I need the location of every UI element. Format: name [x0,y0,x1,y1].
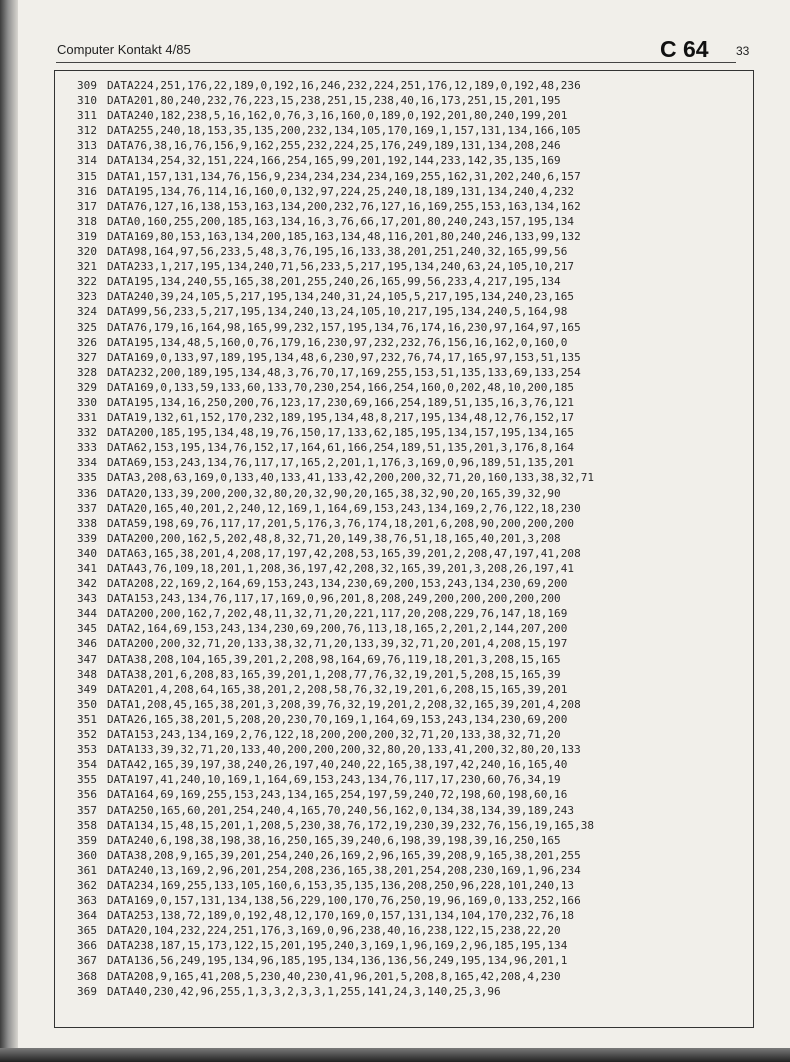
listing-line [77,531,594,546]
listing-line [77,757,594,772]
line-number: 311 [77,109,98,123]
listing-line [77,636,594,651]
data-statement: DATA0,160,255,200,185,163,134,16,3,76,66,17,201,80,240,243,157,195,134 [107,214,575,228]
line-number: 332 [77,426,98,440]
data-statement: DATA197,41,240,10,169,1,164,69,153,243,134,76,117,17,230,60,76,34,19 [107,773,561,787]
line-number: 313 [77,139,98,153]
line-number: 330 [77,395,98,409]
listing-line [77,304,594,319]
listing-line [77,78,594,93]
line-number: 344 [77,607,98,621]
page-bottom-shadow [0,1048,790,1062]
data-statement: DATA38,201,6,208,83,165,39,201,1,208,77,76,32,19,201,5,208,15,165,39 [107,667,561,681]
line-number: 333 [77,441,98,455]
line-number: 358 [77,818,98,832]
line-number: 339 [77,531,98,545]
line-number: 340 [77,546,98,560]
data-statement: DATA3,208,63,169,0,133,40,133,41,133,42,200,200,32,71,20,160,133,38,32,71 [107,471,595,485]
data-statement: DATA253,138,72,189,0,192,48,12,170,169,0,157,131,134,104,170,232,76,18 [107,909,575,923]
listing-line [77,727,594,742]
listing-line [77,138,594,153]
data-statement: DATA40,230,42,96,255,1,3,3,2,3,3,1,255,141,24,3,140,25,3,96 [107,984,501,998]
data-statement: DATA38,208,9,165,39,201,254,240,26,169,2,96,165,39,208,9,165,38,201,255 [107,848,581,862]
listing-line [77,893,594,908]
data-statement: DATA76,38,16,76,156,9,162,255,232,224,25,176,249,189,131,134,208,246 [107,139,561,153]
line-number: 346 [77,637,98,651]
data-statement: DATA232,200,189,195,134,48,3,76,70,17,169,255,153,51,135,133,69,133,254 [107,365,581,379]
data-statement: DATA200,200,162,7,202,48,11,32,71,20,221,117,20,208,229,76,147,18,169 [107,607,568,621]
program-listing [77,78,594,999]
line-number: 354 [77,758,98,772]
line-number: 323 [77,290,98,304]
listing-line [77,984,594,999]
data-statement: DATA240,39,24,105,5,217,195,134,240,31,24,105,5,217,195,134,240,23,165 [107,290,575,304]
listing-line [77,516,594,531]
line-number: 319 [77,229,98,243]
listing-line [77,818,594,833]
listing-line [77,153,594,168]
data-statement: DATA134,254,32,151,224,166,254,165,99,201,192,144,233,142,35,135,169 [107,154,561,168]
data-statement: DATA76,179,16,164,98,165,99,232,157,195,134,76,174,16,230,97,164,97,165 [107,320,581,334]
data-statement: DATA99,56,233,5,217,195,134,240,13,24,105,10,217,195,134,240,5,164,98 [107,305,568,319]
data-statement: DATA201,80,240,232,76,223,15,238,251,15,238,40,16,173,251,15,201,195 [107,94,561,108]
line-number: 352 [77,728,98,742]
line-number: 324 [77,305,98,319]
line-number: 318 [77,214,98,228]
listing-line [77,274,594,289]
data-statement: DATA26,165,38,201,5,208,20,230,70,169,1,164,69,153,243,134,230,69,200 [107,712,568,726]
line-number: 335 [77,471,98,485]
listing-line [77,244,594,259]
line-number: 350 [77,697,98,711]
line-number: 366 [77,939,98,953]
data-statement: DATA240,6,198,38,198,38,16,250,165,39,240,6,198,39,198,39,16,250,165 [107,833,561,847]
book-spine-shadow [0,0,18,1062]
data-statement: DATA98,164,97,56,233,5,48,3,76,195,16,133,38,201,251,240,32,165,99,56 [107,245,568,259]
data-statement: DATA136,56,249,195,134,96,185,195,134,136,136,56,249,195,134,96,201,1 [107,954,568,968]
listing-line [77,697,594,712]
listing-line [77,410,594,425]
listing-line [77,486,594,501]
line-number: 310 [77,94,98,108]
data-statement: DATA233,1,217,195,134,240,71,56,233,5,217,195,134,240,63,24,105,10,217 [107,260,575,274]
listing-line [77,395,594,410]
page-header [52,38,772,64]
line-number: 365 [77,924,98,938]
listing-line [77,833,594,848]
data-statement: DATA169,80,153,163,134,200,185,163,134,48,116,201,80,240,246,133,99,132 [107,229,581,243]
data-statement: DATA153,243,134,169,2,76,122,18,200,200,200,32,71,20,133,38,32,71,20 [107,728,561,742]
data-statement: DATA169,0,133,97,189,195,134,48,6,230,97,232,76,74,17,165,97,153,51,135 [107,350,581,364]
data-statement: DATA133,39,32,71,20,133,40,200,200,200,32,80,20,133,41,200,32,80,20,133 [107,743,581,757]
line-number: 363 [77,894,98,908]
line-number: 316 [77,184,98,198]
data-statement: DATA134,15,48,15,201,1,208,5,230,38,76,172,19,230,39,232,76,156,19,165,38 [107,818,595,832]
listing-line [77,591,594,606]
listing-line [77,184,594,199]
data-statement: DATA200,200,162,5,202,48,8,32,71,20,149,38,76,51,18,165,40,201,3,208 [107,531,561,545]
data-statement: DATA20,133,39,200,200,32,80,20,32,90,20,165,38,32,90,20,165,39,32,90 [107,486,561,500]
data-statement: DATA1,157,131,134,76,156,9,234,234,234,234,169,255,162,31,202,240,6,157 [107,169,581,183]
line-number: 314 [77,154,98,168]
data-statement: DATA59,198,69,76,117,17,201,5,176,3,76,174,18,201,6,208,90,200,200,200 [107,516,575,530]
header-rule [56,62,736,63]
data-statement: DATA1,208,45,165,38,201,3,208,39,76,32,19,201,2,208,32,165,39,201,4,208 [107,697,581,711]
data-statement: DATA153,243,134,76,117,17,169,0,96,201,8,208,249,200,200,200,200,200 [107,592,561,606]
line-number: 312 [77,124,98,138]
line-number: 369 [77,984,98,998]
line-number: 361 [77,863,98,877]
line-number: 364 [77,909,98,923]
brand-label: C 64 [660,36,709,62]
data-statement: DATA42,165,39,197,38,240,26,197,40,240,22,165,38,197,42,240,16,165,40 [107,758,568,772]
listing-line [77,289,594,304]
line-number: 348 [77,667,98,681]
line-number: 320 [77,245,98,259]
listing-line [77,455,594,470]
page-number: 33 [736,44,750,58]
data-statement: DATA20,104,232,224,251,176,3,169,0,96,238,40,16,238,122,15,238,22,20 [107,924,561,938]
data-statement: DATA201,4,208,64,165,38,201,2,208,58,76,32,19,201,6,208,15,165,39,201 [107,682,568,696]
line-number: 343 [77,592,98,606]
line-number: 362 [77,878,98,892]
line-number: 368 [77,969,98,983]
listing-line [77,169,594,184]
listing-line [77,787,594,802]
data-statement: DATA195,134,76,114,16,160,0,132,97,224,25,240,18,189,131,134,240,4,232 [107,184,575,198]
data-statement: DATA195,134,240,55,165,38,201,255,240,26,165,99,56,233,4,217,195,134 [107,275,561,289]
line-number: 341 [77,562,98,575]
data-statement: DATA169,0,133,59,133,60,133,70,230,254,166,254,160,0,202,48,10,200,185 [107,380,575,394]
listing-line [77,380,594,395]
listing-line [77,953,594,968]
data-statement: DATA62,153,195,134,76,152,17,164,61,166,254,189,51,135,201,3,176,8,164 [107,441,575,455]
line-number: 329 [77,380,98,394]
data-statement: DATA224,251,176,22,189,0,192,16,246,232,224,251,176,12,189,0,192,48,236 [107,79,581,92]
listing-line [77,440,594,455]
data-statement: DATA2,164,69,153,243,134,230,69,200,76,113,18,165,2,201,2,144,207,200 [107,622,568,636]
line-number: 342 [77,577,98,591]
listing-line [77,667,594,682]
listing-line [77,652,594,667]
data-statement: DATA63,165,38,201,4,208,17,197,42,208,53,165,39,201,2,208,47,197,41,208 [107,546,581,560]
listing-line [77,335,594,350]
data-statement: DATA250,165,60,201,254,240,4,165,70,240,56,162,0,134,38,134,39,189,243 [107,803,575,817]
line-number: 356 [77,788,98,802]
line-number: 349 [77,682,98,696]
line-number: 359 [77,833,98,847]
line-number: 325 [77,320,98,334]
listing-line [77,576,594,591]
listing-line [77,803,594,818]
data-statement: DATA38,208,104,165,39,201,2,208,98,164,69,76,119,18,201,3,208,15,165 [107,652,561,666]
listing-line [77,259,594,274]
data-statement: DATA208,9,165,41,208,5,230,40,230,41,96,201,5,208,8,165,42,208,4,230 [107,969,561,983]
data-statement: DATA20,165,40,201,2,240,12,169,1,164,69,153,243,134,169,2,76,122,18,230 [107,501,581,515]
listing-line [77,742,594,757]
data-statement: DATA76,127,16,138,153,163,134,200,232,76,127,16,169,255,153,163,134,162 [107,199,581,213]
line-number: 360 [77,848,98,862]
data-statement: DATA234,169,255,133,105,160,6,153,35,135,136,208,250,96,228,101,240,13 [107,878,575,892]
magazine-title: Computer Kontakt 4/85 [57,42,191,57]
line-number: 345 [77,622,98,636]
data-statement: DATA240,13,169,2,96,201,254,208,236,165,38,201,254,208,230,169,1,96,234 [107,863,581,877]
listing-line [77,320,594,335]
data-statement: DATA200,200,32,71,20,133,38,32,71,20,133,39,32,71,20,201,4,208,15,197 [107,637,568,651]
listing-line [77,621,594,636]
listing-line [77,772,594,787]
listing-line [77,848,594,863]
line-number: 351 [77,712,98,726]
line-number: 334 [77,456,98,470]
listing-line [77,108,594,123]
listing-line [77,365,594,380]
data-statement: DATA200,185,195,134,48,19,76,150,17,133,62,185,195,134,157,195,134,165 [107,426,575,440]
line-number: 322 [77,275,98,289]
line-number: 328 [77,365,98,379]
line-number: 367 [77,954,98,968]
listing-line [77,350,594,365]
listing-line [77,546,594,561]
listing-line [77,501,594,516]
data-statement: DATA195,134,48,5,160,0,76,179,16,230,97,232,232,76,156,16,162,0,160,0 [107,335,568,349]
listing-line [77,969,594,984]
line-number: 331 [77,411,98,425]
listing-line [77,682,594,697]
listing-line [77,938,594,953]
data-statement: DATA164,69,169,255,153,243,134,165,254,197,59,240,72,198,60,198,60,16 [107,788,568,802]
listing-line [77,229,594,244]
listing-line [77,470,594,485]
data-statement: DATA240,182,238,5,16,162,0,76,3,16,160,0,189,0,192,201,80,240,199,201 [107,109,568,123]
line-number: 355 [77,773,98,787]
line-number: 317 [77,199,98,213]
data-statement: DATA19,132,61,152,170,232,189,195,134,48,8,217,195,134,48,12,76,152,17 [107,411,575,425]
line-number: 347 [77,652,98,666]
line-number: 327 [77,350,98,364]
data-statement: DATA255,240,18,153,35,135,200,232,134,105,170,169,1,157,131,134,166,105 [107,124,581,138]
line-number: 321 [77,260,98,274]
line-number: 336 [77,486,98,500]
line-number: 326 [77,335,98,349]
listing-line [77,908,594,923]
data-statement: DATA69,153,243,134,76,117,17,165,2,201,1,176,3,169,0,96,189,51,135,201 [107,456,575,470]
line-number: 338 [77,516,98,530]
listing-line [77,561,594,576]
listing-line [77,214,594,229]
listing-line [77,878,594,893]
line-number: 353 [77,743,98,757]
data-statement: DATA169,0,157,131,134,138,56,229,100,170,76,250,19,96,169,0,133,252,166 [107,894,581,908]
line-number: 309 [77,79,98,92]
data-statement: DATA43,76,109,18,201,1,208,36,197,42,208,32,165,39,201,3,208,26,197,41 [107,562,575,575]
data-statement: DATA238,187,15,173,122,15,201,195,240,3,169,1,96,169,2,96,185,195,134 [107,939,568,953]
listing-line [77,425,594,440]
data-statement: DATA195,134,16,250,200,76,123,17,230,69,166,254,189,51,135,16,3,76,121 [107,395,575,409]
listing-line [77,923,594,938]
listing-line [77,863,594,878]
listing-line [77,199,594,214]
listing-line [77,93,594,108]
listing-line [77,712,594,727]
listing-line [77,123,594,138]
line-number: 357 [77,803,98,817]
line-number: 337 [77,501,98,515]
data-statement: DATA208,22,169,2,164,69,153,243,134,230,69,200,153,243,134,230,69,200 [107,577,568,591]
listing-line [77,606,594,621]
line-number: 315 [77,169,98,183]
